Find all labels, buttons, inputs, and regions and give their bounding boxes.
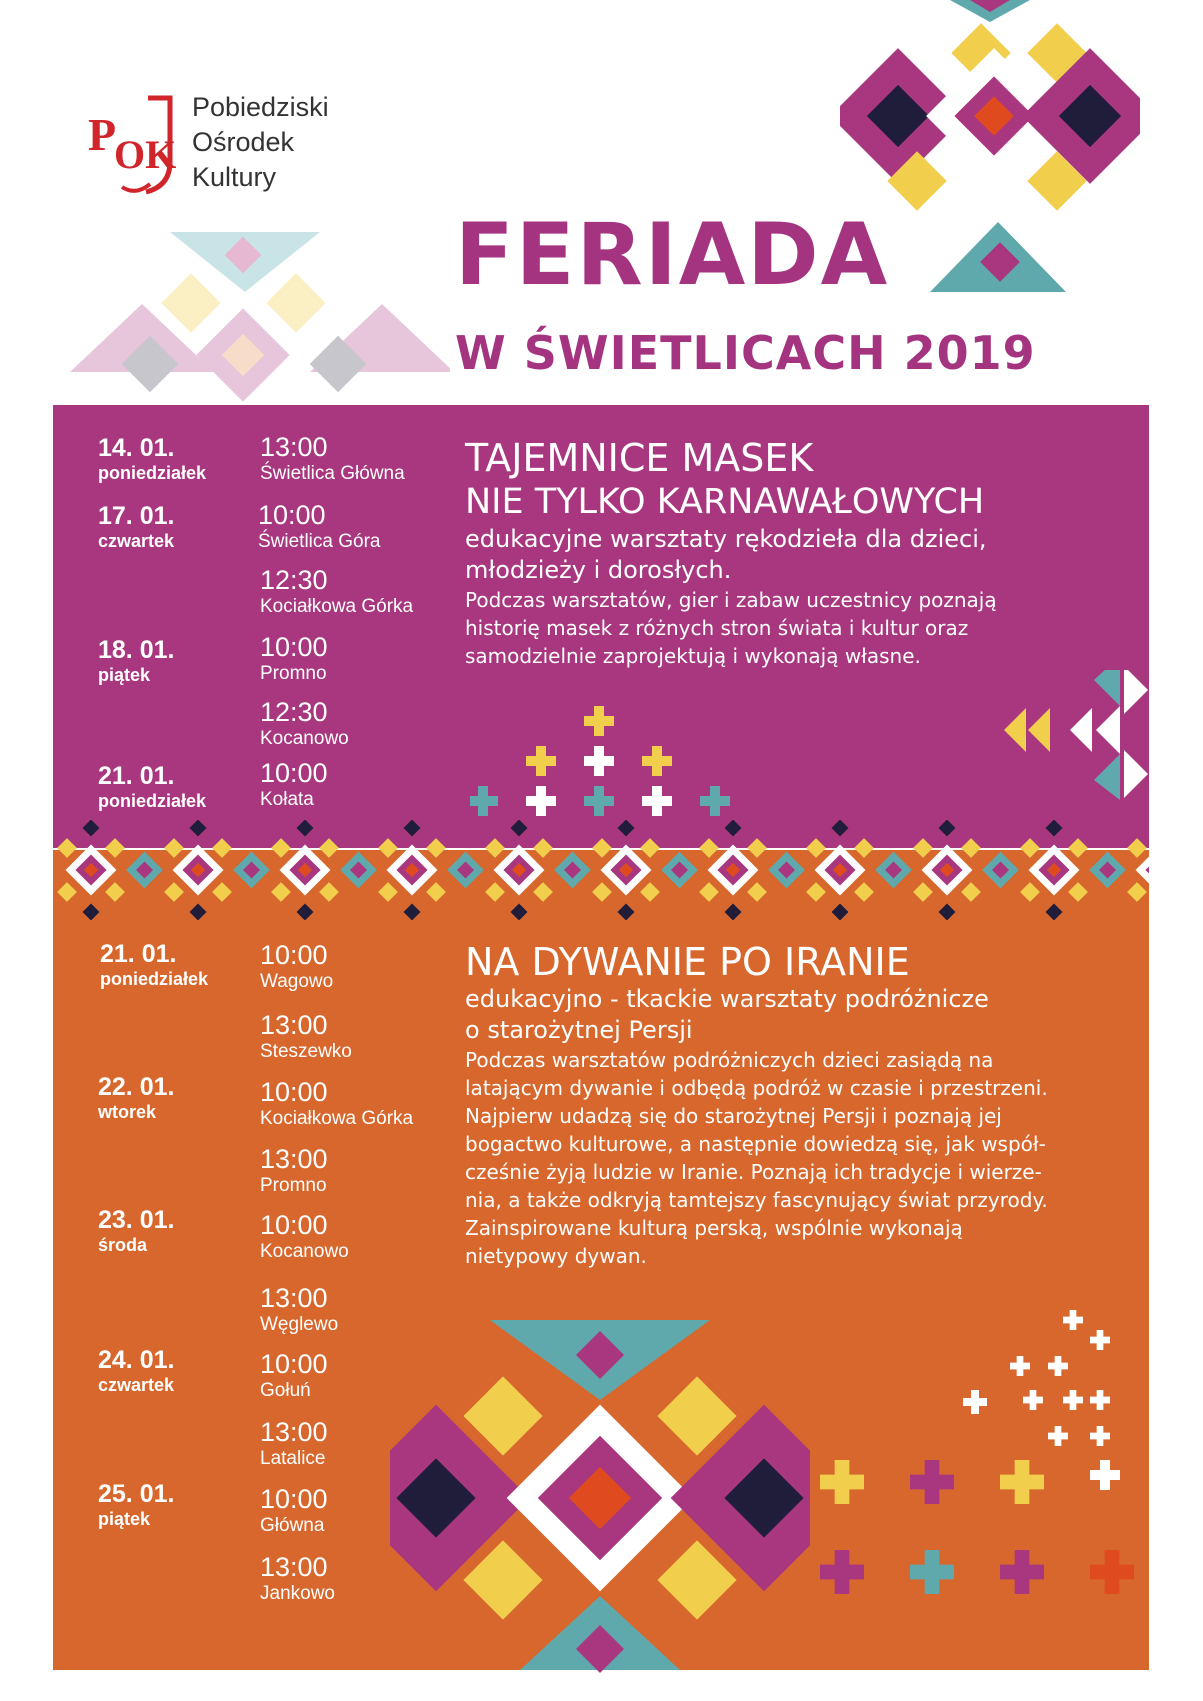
slot-place: Kociałkowa Górka bbox=[260, 1108, 414, 1129]
cross-icon bbox=[820, 1460, 864, 1504]
event1-date bbox=[98, 434, 206, 484]
cross-icon bbox=[910, 1550, 954, 1594]
pattern-diamond bbox=[913, 838, 933, 858]
weekday-label: środa bbox=[98, 1235, 148, 1255]
svg-text:OK: OK bbox=[114, 132, 176, 177]
slot-time: 10:00 bbox=[258, 500, 326, 530]
pattern-diamond bbox=[618, 820, 635, 836]
pattern-diamond bbox=[640, 882, 660, 902]
event1-body-line: Podczas warsztatów, gier i zabaw uczestnicy poznają bbox=[465, 588, 997, 612]
cross-icon bbox=[1023, 1390, 1043, 1410]
svg-text:P: P bbox=[88, 109, 117, 160]
weekday-label: poniedziałek bbox=[98, 463, 207, 483]
slot-time: 12:30 bbox=[260, 697, 328, 727]
pattern-diamond bbox=[190, 820, 207, 836]
slot-time: 10:00 bbox=[260, 940, 328, 970]
event2-body-line: nia, a także odkryją tamtejszy fascynujący świat przyrody. bbox=[465, 1188, 1048, 1212]
slot-place: Promno bbox=[260, 663, 327, 684]
pattern-border bbox=[53, 820, 1149, 920]
event1-body-line: historię masek z różnych stron świata i kultur oraz bbox=[465, 616, 969, 640]
ornament-bottom bbox=[390, 1320, 810, 1690]
event1-slot bbox=[260, 632, 328, 686]
logo-line: Kultury bbox=[192, 162, 277, 192]
pattern-diamond bbox=[832, 904, 849, 920]
date-label: 25. 01. bbox=[98, 1480, 175, 1508]
pattern-diamond bbox=[1020, 838, 1040, 858]
event2-slot bbox=[260, 1484, 328, 1538]
event1-body-line: samodzielnie zaprojektują i wykonają własne. bbox=[465, 644, 921, 668]
page-subtitle: W ŚWIETLICACH 2019 bbox=[455, 326, 1036, 380]
pattern-diamond bbox=[164, 882, 184, 902]
cross-icon bbox=[1000, 1460, 1044, 1504]
weekday-label: wtorek bbox=[98, 1102, 157, 1122]
event2-body-line: nietypowy dywan. bbox=[465, 1244, 647, 1268]
pattern-diamond bbox=[105, 882, 125, 902]
slot-time: 12:30 bbox=[260, 565, 328, 595]
page-title: FERIADA bbox=[455, 205, 890, 305]
pattern-diamond bbox=[426, 882, 446, 902]
cross-icon bbox=[1048, 1426, 1068, 1446]
date-label: 18. 01. bbox=[98, 636, 175, 664]
date-label: 14. 01. bbox=[98, 434, 175, 462]
pattern-diamond bbox=[511, 904, 528, 920]
slot-time: 13:00 bbox=[260, 1010, 328, 1040]
pattern-diamond bbox=[854, 838, 874, 858]
event2-slot bbox=[260, 1283, 338, 1337]
event1-description bbox=[465, 436, 1105, 670]
pattern-diamond bbox=[57, 838, 77, 858]
pattern-diamond bbox=[271, 882, 291, 902]
slot-place: Kocanowo bbox=[260, 728, 349, 749]
slot-place: Węglewo bbox=[260, 1314, 339, 1335]
event1-date bbox=[98, 762, 206, 812]
slot-time: 10:00 bbox=[260, 1349, 328, 1379]
event2-date bbox=[98, 1206, 174, 1256]
pattern-diamond bbox=[485, 882, 505, 902]
event2-slot bbox=[260, 1552, 335, 1606]
date-label: 23. 01. bbox=[98, 1206, 175, 1234]
event2-body-line: cześnie żyją ludzie w Iranie. Poznają ich tradycje i wierze- bbox=[465, 1160, 1042, 1184]
cross-icon bbox=[1010, 1356, 1030, 1376]
slot-place: Kołata bbox=[260, 789, 314, 810]
cross-icon bbox=[1063, 1390, 1083, 1410]
cross-icon bbox=[1090, 1426, 1110, 1446]
pattern-diamond bbox=[164, 838, 184, 858]
slot-time: 10:00 bbox=[260, 758, 328, 788]
event2-slot bbox=[260, 1349, 328, 1403]
weekday-label: poniedziałek bbox=[100, 969, 209, 989]
pattern-diamond bbox=[1020, 882, 1040, 902]
pattern-diamond bbox=[1068, 838, 1088, 858]
pattern-diamond bbox=[511, 820, 528, 836]
event1-slot bbox=[258, 500, 381, 554]
event1-subtitle: edukacyjne warsztaty rękodzieła dla dzieci, bbox=[465, 525, 987, 553]
cross-icon bbox=[910, 1460, 954, 1504]
pok-logo-mark bbox=[86, 92, 176, 202]
cross-icon bbox=[1090, 1390, 1110, 1410]
pattern-diamond bbox=[939, 904, 956, 920]
date-label: 21. 01. bbox=[100, 940, 177, 968]
cross-icon bbox=[1090, 1550, 1134, 1594]
slot-place: Kociałkowa Górka bbox=[260, 596, 414, 617]
pattern-diamond bbox=[533, 838, 553, 858]
weekday-label: piątek bbox=[98, 1509, 151, 1529]
cross-icon bbox=[1063, 1310, 1083, 1330]
pattern-diamond bbox=[297, 820, 314, 836]
date-label: 21. 01. bbox=[98, 762, 175, 790]
pattern-diamond bbox=[319, 882, 339, 902]
logo-text bbox=[192, 90, 329, 195]
cross-icon bbox=[820, 1550, 864, 1594]
pattern-diamond bbox=[1127, 838, 1147, 858]
arrows-ornament bbox=[1000, 670, 1150, 800]
weekday-label: poniedziałek bbox=[98, 791, 207, 811]
pattern-diamond bbox=[725, 820, 742, 836]
weekday-label: czwartek bbox=[98, 1375, 175, 1395]
pattern-diamond bbox=[806, 882, 826, 902]
pattern-diamond bbox=[592, 838, 612, 858]
pattern-diamond bbox=[640, 838, 660, 858]
slot-time: 13:00 bbox=[260, 1417, 328, 1447]
event1-date bbox=[98, 636, 174, 686]
event2-date bbox=[98, 1346, 174, 1396]
slot-time: 13:00 bbox=[260, 1144, 328, 1174]
cross-icon bbox=[1090, 1330, 1110, 1350]
slot-time: 13:00 bbox=[260, 1283, 328, 1313]
weekday-label: piątek bbox=[98, 665, 151, 685]
event2-body-line: Najpierw udadzą się do starożytnej Persji i poznają jej bbox=[465, 1104, 1002, 1128]
pattern-diamond bbox=[1046, 820, 1063, 836]
cross-icon bbox=[1090, 1460, 1120, 1490]
pattern-diamond bbox=[699, 838, 719, 858]
pattern-diamond bbox=[939, 820, 956, 836]
crosses-ornament-top bbox=[470, 700, 730, 820]
slot-place: Świetlica Góra bbox=[258, 531, 381, 552]
slot-time: 13:00 bbox=[260, 432, 328, 462]
event2-body-line: latającym dywanie i odbędą podróż w czasie i przestrzeni. bbox=[465, 1076, 1048, 1100]
pattern-diamond bbox=[57, 882, 77, 902]
slot-place: Świetlica Główna bbox=[260, 463, 405, 484]
cross-icon bbox=[1000, 1550, 1044, 1594]
pattern-diamond bbox=[592, 882, 612, 902]
event2-body-line: bogactwo kulturowe, a następnie dowiedzą się, jak współ- bbox=[465, 1132, 1046, 1156]
event2-description bbox=[465, 940, 1105, 1270]
pattern-diamond bbox=[190, 904, 207, 920]
pattern-diamond bbox=[426, 838, 446, 858]
pattern-diamond bbox=[271, 838, 291, 858]
slot-place: Latalice bbox=[260, 1448, 326, 1469]
pattern-diamond bbox=[404, 820, 421, 836]
pattern-diamond bbox=[297, 904, 314, 920]
slot-time: 13:00 bbox=[260, 1552, 328, 1582]
event2-subtitle: edukacyjno - tkackie warsztaty podróżnicze bbox=[465, 985, 989, 1013]
crosses-ornament-bottom bbox=[800, 1310, 1149, 1680]
slot-place: Jankowo bbox=[260, 1583, 335, 1604]
event2-slot bbox=[260, 1210, 349, 1264]
pattern-diamond bbox=[747, 882, 767, 902]
pattern-diamond bbox=[725, 904, 742, 920]
event1-title: TAJEMNICE MASEK bbox=[465, 436, 814, 480]
pattern-diamond bbox=[699, 882, 719, 902]
event2-slot bbox=[260, 1077, 413, 1131]
pattern-diamond bbox=[83, 820, 100, 836]
slot-time: 10:00 bbox=[260, 632, 328, 662]
slot-place: Gołuń bbox=[260, 1380, 311, 1401]
logo-line: Ośrodek bbox=[192, 127, 295, 157]
event2-subtitle-line2: o starożytnej Persji bbox=[465, 1016, 693, 1044]
pattern-diamond bbox=[832, 820, 849, 836]
event2-date bbox=[100, 940, 208, 990]
pattern-diamond bbox=[913, 882, 933, 902]
event2-body-line: Podczas warsztatów podróżniczych dzieci zasiądą na bbox=[465, 1048, 994, 1072]
slot-place: Wagowo bbox=[260, 971, 334, 992]
date-label: 17. 01. bbox=[98, 502, 175, 530]
event1-slot bbox=[260, 758, 328, 812]
slot-place: Kocanowo bbox=[260, 1241, 349, 1262]
event1-slot bbox=[260, 565, 413, 619]
pattern-diamond bbox=[1046, 904, 1063, 920]
cross-icon bbox=[1048, 1356, 1068, 1376]
event1-slot bbox=[260, 697, 349, 751]
pattern-diamond bbox=[105, 838, 125, 858]
event1-slot bbox=[260, 432, 405, 486]
pattern-diamond bbox=[854, 882, 874, 902]
pattern-diamond bbox=[533, 882, 553, 902]
cross-icon bbox=[963, 1390, 987, 1414]
weekday-label: czwartek bbox=[98, 531, 175, 551]
pattern-diamond bbox=[747, 838, 767, 858]
slot-place: Promno bbox=[260, 1175, 327, 1196]
pattern-diamond bbox=[378, 882, 398, 902]
date-label: 22. 01. bbox=[98, 1073, 175, 1101]
pattern-diamond bbox=[1127, 882, 1147, 902]
logo-line: Pobiedziski bbox=[192, 92, 329, 122]
pattern-diamond bbox=[961, 838, 981, 858]
event1-subtitle-line2: młodzieży i dorosłych. bbox=[465, 556, 732, 584]
event2-title: NA DYWANIE PO IRANIE bbox=[465, 940, 910, 984]
slot-time: 10:00 bbox=[260, 1484, 328, 1514]
event2-slot bbox=[260, 1010, 352, 1064]
slot-time: 10:00 bbox=[260, 1210, 328, 1240]
pattern-diamond bbox=[485, 838, 505, 858]
pattern-diamond bbox=[83, 904, 100, 920]
event2-slot bbox=[260, 1144, 328, 1198]
slot-place: Steszewko bbox=[260, 1041, 352, 1062]
event2-slot bbox=[260, 940, 333, 994]
event2-body-line: Zainspirowane kulturą perską, wspólnie wykonają bbox=[465, 1216, 963, 1240]
slot-time: 10:00 bbox=[260, 1077, 328, 1107]
event2-date bbox=[98, 1073, 174, 1123]
event1-date bbox=[98, 502, 174, 552]
pattern-diamond bbox=[378, 838, 398, 858]
event1-title-line2: NIE TYLKO KARNAWAŁOWYCH bbox=[465, 482, 985, 522]
ornament-left-faded bbox=[70, 232, 450, 407]
pattern-diamond bbox=[961, 882, 981, 902]
pattern-diamond bbox=[404, 904, 421, 920]
pattern-diamond bbox=[1068, 882, 1088, 902]
slot-place: Główna bbox=[260, 1515, 325, 1536]
pattern-diamond bbox=[212, 838, 232, 858]
event2-date bbox=[98, 1480, 174, 1530]
event2-slot bbox=[260, 1417, 328, 1471]
pattern-diamond bbox=[212, 882, 232, 902]
pattern-diamond bbox=[618, 904, 635, 920]
date-label: 24. 01. bbox=[98, 1346, 175, 1374]
pattern-diamond bbox=[319, 838, 339, 858]
pattern-diamond bbox=[806, 838, 826, 858]
